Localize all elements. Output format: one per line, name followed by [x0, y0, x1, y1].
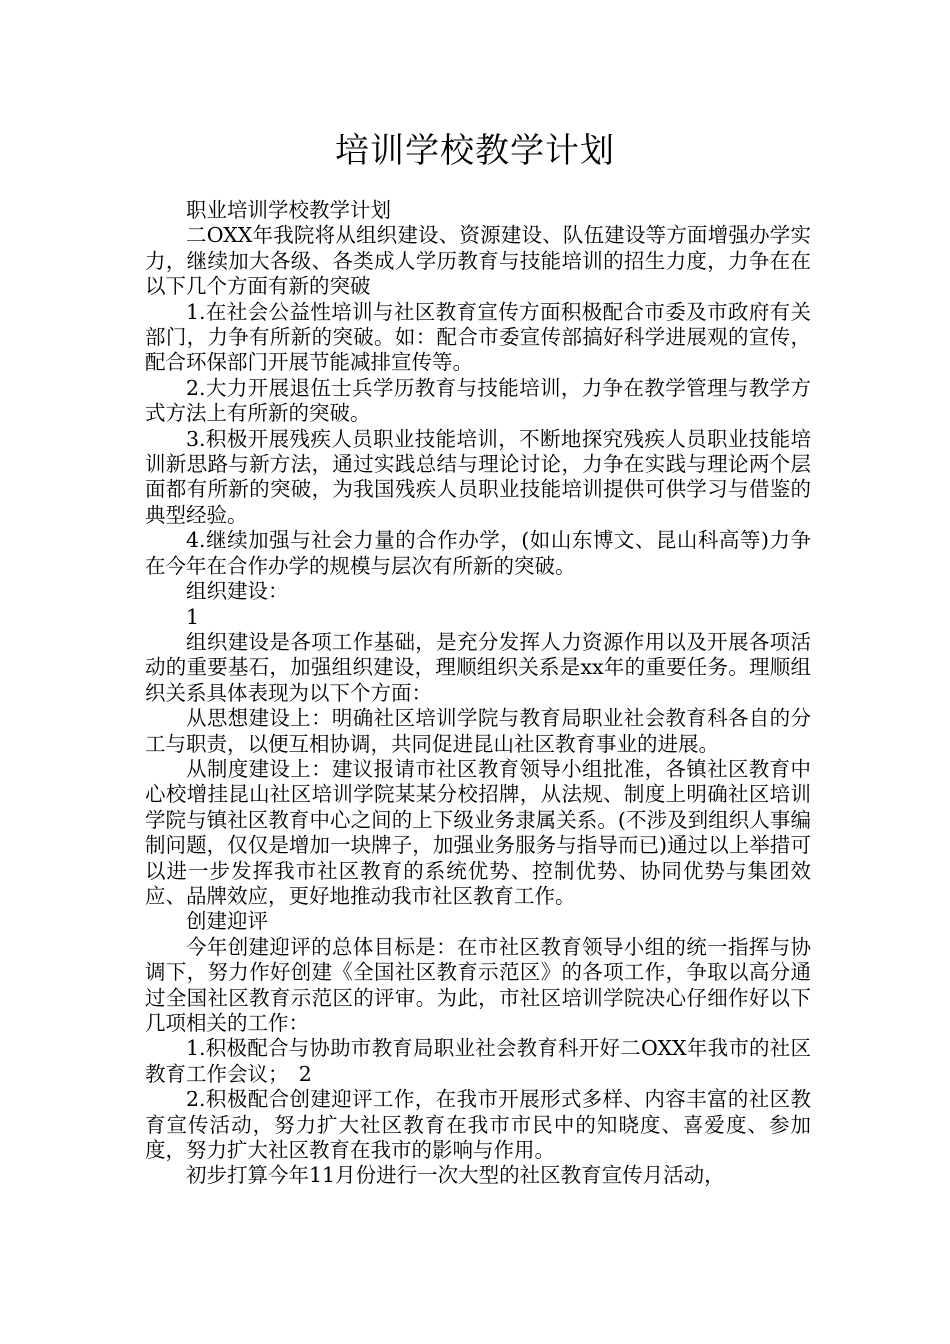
- document-title: 培训学校教学计划: [335, 131, 615, 171]
- paragraph: 从思想建设上：明确社区培训学院与教育局职业社会教育科各自的分工与职责，以便互相协调，共同促进昆山社区教育事业的进展。: [145, 706, 811, 756]
- paragraph: 1.积极配合与协助市教育局职业社会教育科开好二OXX年我市的社区教育工作会议； 2: [145, 1036, 811, 1086]
- paragraph: 二OXX年我院将从组织建设、资源建设、队伍建设等方面增强办学实力，继续加大各级、各类成人学历教育与技能培训的招生力度，力争在在以下几个方面有新的突破: [145, 223, 811, 299]
- paragraph: 初步打算今年11月份进行一次大型的社区教育宣传月活动，: [186, 1163, 725, 1188]
- document-body: [145, 198, 811, 1189]
- paragraph: 从制度建设上：建议报请市社区教育领导小组批准，各镇社区教育中心校增挂昆山社区培训学院某某分校招牌，从法规、制度上明确社区培训学院与镇社区教育中心之间的上下级业务隶属关系。(不涉及到组织人事编制问题，仅仅是增加一块牌子，加强业务服务与指导而已)通过以上举措可以进一步发挥我市社区教育的系统优势、控制优势、协同优势与集团效应、品牌效应，更好地推动我市社区教育工作。: [145, 756, 811, 908]
- section-heading: 组织建设：: [186, 579, 289, 604]
- paragraph: 2.积极配合创建迎评工作，在我市开展形式多样、内容丰富的社区教育宣传活动，努力扩大社区教育在我市市民中的知晓度、喜爱度、参加度，努力扩大社区教育在我市的影响与作用。: [145, 1087, 811, 1163]
- paragraph: 4.继续加强与社会力量的合作办学，(如山东博文、昆山科高等)力争在今年在合作办学的规模与层次有所新的突破。: [145, 528, 811, 578]
- paragraph: 2.大力开展退伍士兵学历教育与技能培训，力争在教学管理与教学方式方法上有所新的突破。: [145, 375, 811, 426]
- paragraph: 组织建设是各项工作基础，是充分发挥人力资源作用以及开展各项活动的重要基石，加强组织建设，理顺组织关系是xx年的重要任务。理顺组织关系具体表现为以下个方面：: [145, 629, 811, 705]
- section-heading: 创建迎评: [186, 909, 268, 934]
- paragraph: 1.在社会公益性培训与社区教育宣传方面积极配合市委及市政府有关部门，力争有所新的突破。如：配合市委宣传部搞好科学进展观的宣传，配合环保部门开展节能减排宣传等。: [145, 299, 811, 375]
- paragraph: 今年创建迎评的总体目标是：在市社区教育领导小组的统一指挥与协调下，努力作好创建《全国社区教育示范区》的各项工作，争取以高分通过全国社区教育示范区的评审。为此，市社区培训学院决心仔细作好以下几项相关的工作：: [145, 934, 811, 1035]
- page-number-marker: 1: [186, 604, 200, 629]
- paragraph: 职业培训学校教学计划: [186, 198, 391, 222]
- paragraph: 3.积极开展残疾人员职业技能培训，不断地探究残疾人员职业技能培训新思路与新方法，通过实践总结与理论讨论，力争在实践与理论两个层面都有所新的突破，为我国残疾人员职业技能培训提供可供学习与借鉴的典型经验。: [145, 426, 811, 527]
